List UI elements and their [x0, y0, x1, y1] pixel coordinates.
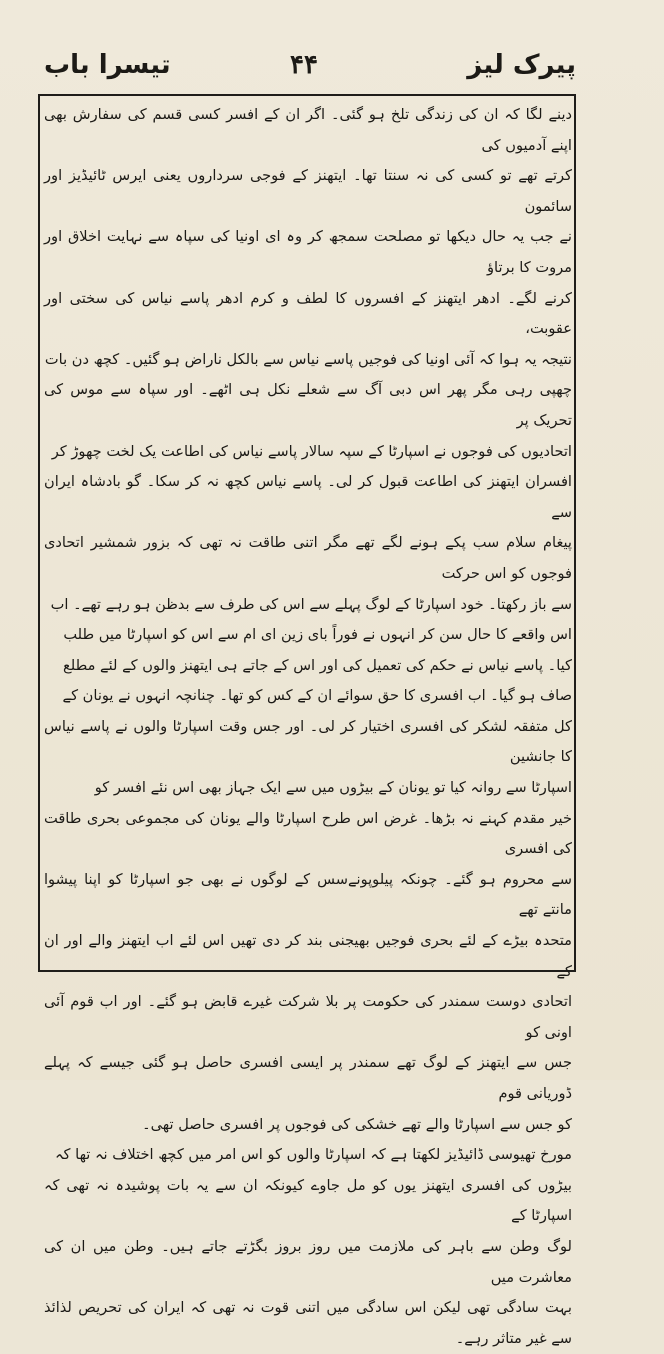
- book-title: پیرک لیز: [467, 50, 576, 80]
- page-number: ۴۴: [290, 50, 318, 80]
- body-text: دینے لگا کہ ان کی زندگی تلخ ہو گئی۔ اگر ان کے افسر کسی قسم کی سفارش بھی اپنے آدمیوں کی کرتے تھے تو کسی کی نہ سنتا تھا۔ ایتھنز کے فوجی سرداروں یعنی ایرس ٹائیڈیز اور سائمون نے جب یہ حال دیکھا تو مصلحت سمجھ کر وہ ای اونیا کی سپاہ سے نہایت اخلاق اور مروت کا برتاؤ کرنے لگے۔ ادھر ایتھنز کے افسروں کا لطف و کرم ادھر پاسے نیاس کی سختی اور عقوبت، نتیجہ یہ ہوا کہ آئی اونیا کی فوجیں پاسے نیاس سے بالکل ناراض ہو گئیں۔ کچھ دن بات چھپی رہی مگر پھر اس دبی آگ سے شعلے نکل ہی اٹھے۔ اور سپاہ سے موس کی تحریک پر اتحادیوں کی فوجوں نے اسپارٹا کے سپہ سالار پاسے نیاس کی اطاعت یک لخت چھوڑ کر افسران ایتھنز کی اطاعت قبول کر لی۔ پاسے نیاس کچھ نہ کر سکا۔ گو بادشاہ ایران سے پیغام سلام سب پکے ہونے لگے تھے مگر اتنی طاقت نہ تھی کہ بزور شمشیر اتحادی فوجوں کو اس حرکت سے باز رکھتا۔ خود اسپارٹا کے لوگ پہلے سے اس کی طرف سے بدظن ہو رہے تھے۔ اب اس واقعے کا حال سن کر انہوں نے فوراً بای زین ای ام سے اس کو اسپارٹا میں طلب کیا۔ پاسے نیاس نے حکم کی تعمیل کی اور اس کے جاتے ہی ایتھنز والوں کے لئے مطلع صاف ہو گیا۔ اب افسری کا حق سوائے ان کے کس کو تھا۔ چنانچہ انہوں نے یونان کے کل متفقہ لشکر کی افسری اختیار کر لی۔ اور جس وقت اسپارٹا والوں نے پاسے نیاس کا جانشین اسپارٹا سے روانہ کیا تو یونان کے بیڑوں میں سے ایک جہاز بھی اس نئے افسر کو خیر مقدم کہنے نہ بڑھا۔ غرض اس طرح اسپارٹا والے یونان کی مجموعی بحری طاقت کی افسری سے محروم ہو گئے۔ چونکہ پیلوپونےسس کے لوگوں نے بھی جو اسپارٹا کو اپنا پیشوا مانتے تھے متحدہ بیڑے کے لئے بحری فوجیں بھیجنی بند کر دی تھیں اس لئے اب ایتھنز والے اور ان کے اتحادی دوست سمندر کی حکومت پر بلا شرکت غیرے قابض ہو گئے۔ اور اب قوم آئی اونی کو جس سے ایتھنز کے لوگ تھے سمندر پر ایسی افسری حاصل ہو گئی جیسے کہ پہلے ڈوریانی قوم کو جس سے اسپارٹا والے تھے خشکی کی فوجوں پر افسری حاصل تھی۔ مورخ تھیوسی ڈائیڈیز لکھتا ہے کہ اسپارٹا والوں کو اس امر میں کچھ اختلاف نہ تھا کہ بیڑوں کی افسری ایتھنز یوں کو مل جاوے کیونکہ ان سے یہ بات پوشیدہ نہ تھی کہ اسپارٹا کے لوگ وطن سے باہر کی ملازمت میں روز بروز بگڑتے جاتے ہیں۔ وطن میں ان کی معاشرت میں بہت سادگی تھی لیکن اس سادگی میں اتنی قوت نہ تھی کہ ایران کی تحریص لذائذ سے غیر متاثر رہے۔: [44, 106, 572, 1347]
- page-header: [44, 46, 576, 86]
- chapter-title: تیسرا باب: [44, 50, 171, 80]
